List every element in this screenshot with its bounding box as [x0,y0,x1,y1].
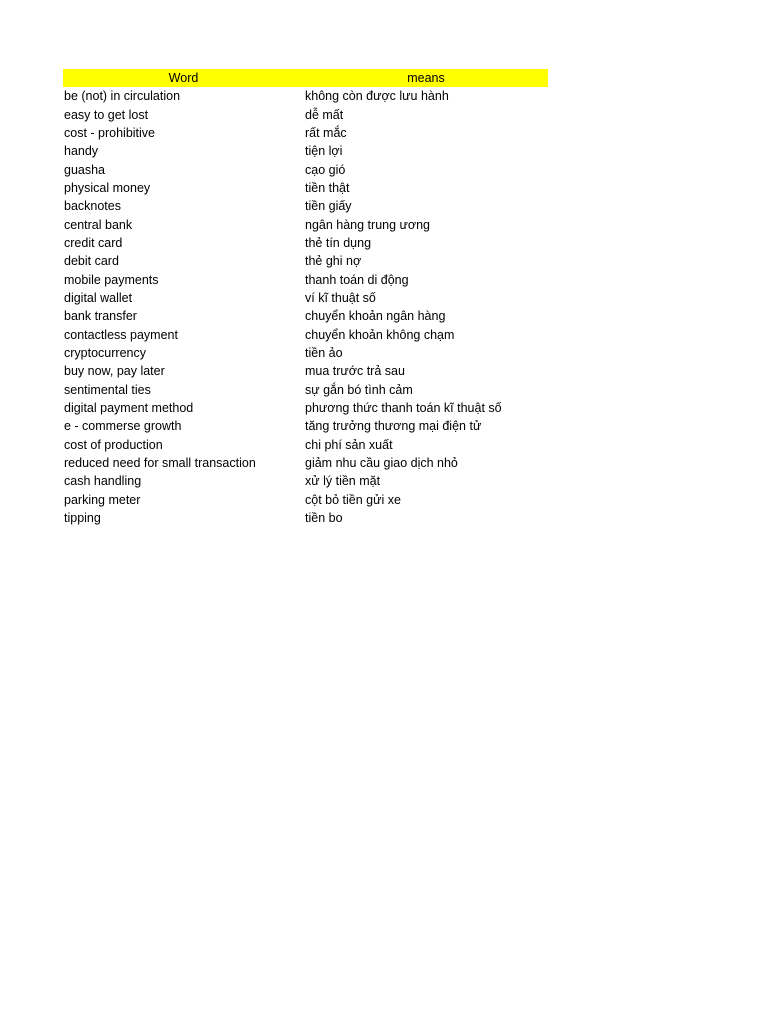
meaning-cell: chuyển khoản không chạm [305,327,455,342]
word-cell: cost - prohibitive [64,125,156,140]
word-cell: central bank [64,217,133,232]
table-row [63,179,548,197]
table-row [63,307,548,325]
word-cell: debit card [64,254,119,269]
header-means: means [304,69,548,87]
table-row [63,509,548,527]
word-cell: mobile payments [64,272,159,287]
word-cell: buy now, pay later [64,364,165,379]
word-cell: be (not) in circulation [64,89,181,104]
table-row [63,381,548,399]
table-row [63,215,548,233]
meaning-cell: cạo gió [305,162,346,177]
table-row [63,142,548,160]
meaning-cell: phương thức thanh toán kĩ thuật số [305,401,502,416]
word-cell: bank transfer [64,309,137,324]
meaning-cell: tiền thật [305,180,350,195]
table-row [63,160,548,178]
meaning-cell: thẻ tín dụng [305,235,372,250]
header-row [63,69,548,87]
word-cell: digital wallet [64,290,133,305]
meaning-cell: thanh toán di động [305,272,409,287]
table-row [63,197,548,215]
meaning-cell: sự gắn bó tình cảm [305,382,413,397]
table-row [63,289,548,307]
meaning-cell: mua trước trả sau [305,364,405,379]
meaning-cell: tiền bo [305,511,343,526]
header-word: Word [63,69,304,87]
table-row [63,362,548,380]
meaning-cell: tiện lợi [305,144,343,159]
word-cell: physical money [64,180,151,195]
word-cell: digital payment method [64,401,194,416]
meaning-cell: tiền ảo [305,345,343,360]
meaning-cell: chi phí sản xuất [305,437,393,452]
meaning-cell: giảm nhu cầu giao dịch nhỏ [305,456,458,471]
word-cell: tipping [64,511,101,526]
meaning-cell: ví kĩ thuật số [305,290,376,305]
table-row [63,344,548,362]
word-cell: easy to get lost [64,107,149,122]
word-cell: e - commerse growth [64,419,182,434]
table-row [63,436,548,454]
word-cell: cash handling [64,474,142,489]
word-cell: handy [64,144,99,159]
meaning-cell: thẻ ghi nợ [305,254,362,269]
table-row [63,454,548,472]
word-cell: cryptocurrency [64,345,146,360]
word-cell: guasha [64,162,106,177]
meaning-cell: tăng trưởng thương mại điện tử [305,419,482,434]
table-row [63,252,548,270]
table-row [63,472,548,490]
table-row [63,105,548,123]
table-row [63,325,548,343]
word-cell: reduced need for small transaction [64,456,256,471]
vocabulary-sheet [63,69,548,527]
meaning-cell: cột bỏ tiền gửi xe [305,492,401,507]
word-cell: cost of production [64,437,163,452]
meaning-cell: dễ mất [305,107,344,122]
meaning-cell: ngân hàng trung ương [305,217,430,232]
table-row [63,399,548,417]
table-row [63,270,548,288]
table-row [63,234,548,252]
meaning-cell: xử lý tiền mặt [305,474,381,489]
table-row [63,491,548,509]
word-cell: backnotes [64,199,121,214]
vocabulary-table [63,69,548,527]
word-cell: sentimental ties [64,382,151,397]
meaning-cell: tiền giấy [305,199,352,214]
meaning-cell: chuyển khoản ngân hàng [305,309,446,324]
table-body [63,87,548,527]
table-row [63,87,548,105]
word-cell: credit card [64,235,123,250]
word-cell: parking meter [64,492,141,507]
meaning-cell: không còn được lưu hành [305,89,449,104]
table-row [63,417,548,435]
word-cell: contactless payment [64,327,178,342]
table-row [63,124,548,142]
meaning-cell: rất mắc [305,125,347,140]
